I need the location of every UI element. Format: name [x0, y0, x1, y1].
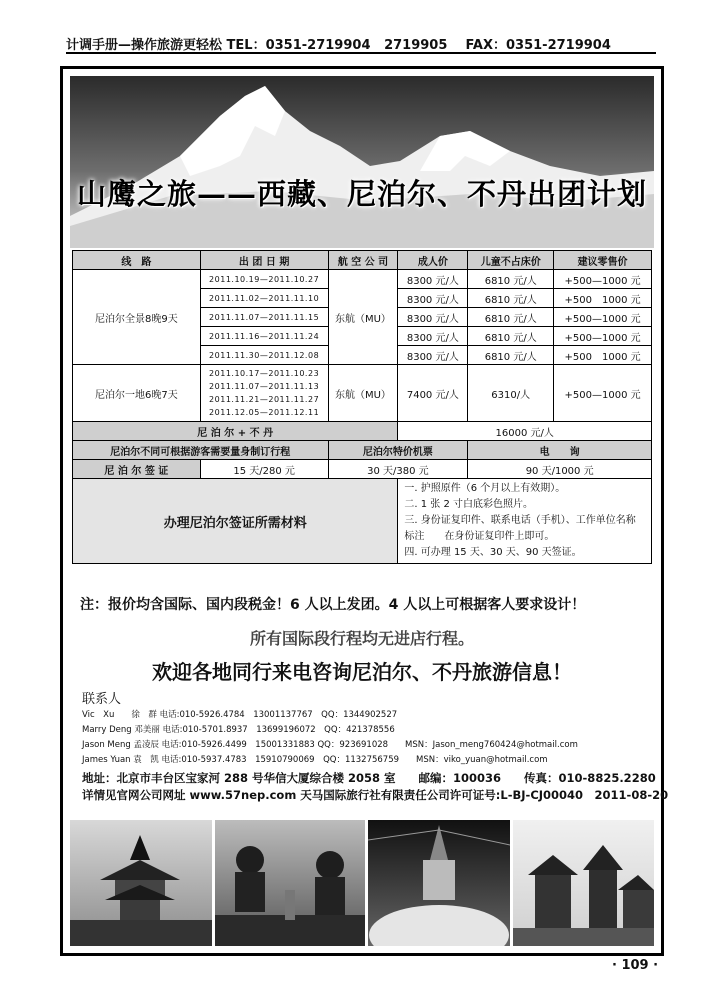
page-number: · 109 · [612, 958, 659, 973]
contact-line: Vic Xu 徐 群 电话:010-5926.4784 13001137767 QQ：1344902527 [82, 710, 398, 720]
table-row [73, 270, 652, 289]
route2-date: 2011.11.07—2011.11.13 [209, 382, 320, 391]
ad-frame [60, 66, 669, 956]
header-line [66, 34, 656, 53]
combo-label: 尼 泊 尔 + 不 丹 [73, 422, 398, 441]
route1-child: 6810 元/人 [468, 270, 554, 289]
materials-item: 四. 可办理 15 天、30 天、90 天签证。 [404, 547, 582, 558]
address-block [82, 770, 668, 804]
route1-adult: 8300 元/人 [398, 346, 468, 365]
route2-date: 2011.10.17—2011.10.23 [209, 369, 320, 378]
route2-airline: 东航（MU） [328, 365, 398, 422]
route1-retail: +500 1000 元 [554, 289, 652, 308]
route2-date: 2011.12.05—2011.12.11 [209, 408, 320, 417]
route1-retail: +500—1000 元 [554, 308, 652, 327]
materials-item: 三. 身份证复印件、联系电话（手机）、工作单位名称标注 在身份证复印件上即可。 [404, 515, 636, 542]
contact-line: Marry Deng 邓美丽 电话:010-5701.8937 13699196072 QQ：421378556 [82, 725, 395, 735]
visa-15: 15 天/280 元 [200, 460, 328, 479]
special-inquiry: 电 询 [468, 441, 652, 460]
address-line: 地址：北京市丰台区宝家河 288 号华信大厦综合楼 2058 室 邮编：100036 传真：010-8825.2280 [82, 771, 656, 785]
visa-90: 90 天/1000 元 [468, 460, 652, 479]
route1-child: 6810 元/人 [468, 346, 554, 365]
table-row [73, 441, 652, 460]
price-table [72, 250, 652, 564]
photo-strip [70, 820, 654, 946]
table-row [73, 422, 652, 441]
route1-adult: 8300 元/人 [398, 270, 468, 289]
tel-number-1: 0351-2719904 [265, 38, 371, 53]
contact-line: James Yuan 袁 凯 电话:010-5937.4783 15910790069 QQ：1132756759 MSN：viko_yuan@hotmail.com [82, 755, 548, 765]
table-row [73, 460, 652, 479]
materials-item: 一. 护照原件（6 个月以上有效期）。 [404, 483, 566, 494]
combo-price: 16000 元/人 [398, 422, 652, 441]
route1-date: 2011.11.07—2011.11.15 [200, 308, 328, 327]
stupa-photo [368, 820, 510, 946]
visa-30: 30 天/380 元 [328, 460, 468, 479]
route1-name: 尼泊尔全景8晚9天 [73, 270, 201, 365]
route1-airline: 东航（MU） [328, 270, 398, 365]
route1-adult: 8300 元/人 [398, 327, 468, 346]
visa-label: 尼 泊 尔 签 证 [73, 460, 201, 479]
route2-date: 2011.11.21—2011.11.27 [209, 395, 320, 404]
route1-retail: +500 1000 元 [554, 346, 652, 365]
route2-adult: 7400 元/人 [398, 365, 468, 422]
materials-list [398, 479, 652, 564]
route2-retail: +500—1000 元 [554, 365, 652, 422]
route1-date: 2011.11.30—2011.12.08 [200, 346, 328, 365]
tel-label: TEL： [226, 38, 266, 53]
header-route: 线 路 [73, 251, 201, 270]
header-slogan: 计调手册—操作旅游更轻松 [66, 38, 223, 53]
table-header-row [73, 251, 652, 270]
header-child: 儿童不占床价 [468, 251, 554, 270]
route2-child: 6310/人 [468, 365, 554, 422]
route1-child: 6810 元/人 [468, 327, 554, 346]
shopping-note: 所有国际段行程均无进店行程。 [249, 629, 474, 648]
contacts-list [82, 708, 578, 768]
route2-name: 尼泊尔一地6晚7天 [73, 365, 201, 422]
contact-line: Jason Meng 孟凌辰 电话:010-5926.4499 15001331883 QQ：923691028 MSN：Jason_meng760424@hotmail.com [82, 740, 578, 750]
header-adult: 成人价 [398, 251, 468, 270]
route1-child: 6810 元/人 [468, 308, 554, 327]
table-row [73, 479, 652, 564]
route2-dates [200, 365, 328, 422]
route1-adult: 8300 元/人 [398, 289, 468, 308]
route1-date: 2011.11.02—2011.11.10 [200, 289, 328, 308]
special-label: 尼泊尔不同可根据游客需要量身制订行程 [73, 441, 329, 460]
durbar-photo [513, 820, 654, 946]
route1-retail: +500—1000 元 [554, 327, 652, 346]
hero-banner [70, 76, 654, 248]
fax-number: 0351-2719904 [506, 38, 611, 53]
header-rule [66, 52, 656, 54]
hero-title: 山鹰之旅——西藏、尼泊尔、不丹出团计划 [76, 177, 647, 211]
header-date: 出 团 日 期 [200, 251, 328, 270]
route1-child: 6810 元/人 [468, 289, 554, 308]
route1-adult: 8300 元/人 [398, 308, 468, 327]
materials-title: 办理尼泊尔签证所需材料 [73, 479, 398, 564]
route1-retail: +500—1000 元 [554, 270, 652, 289]
ad-inner [70, 76, 669, 946]
tel-number-2: 2719905 [384, 38, 448, 53]
table-row [73, 365, 652, 422]
special-ticket: 尼泊尔特价机票 [328, 441, 468, 460]
route1-date: 2011.10.19—2011.10.27 [200, 270, 328, 289]
route1-date: 2011.11.16—2011.11.24 [200, 327, 328, 346]
welcome-text: 欢迎各地同行来电咨询尼泊尔、不丹旅游信息！ [152, 660, 572, 684]
price-note: 注：报价均含国际、国内段税金！6 人以上发团。4 人以上可根据客人要求设计！ [80, 597, 586, 613]
contacts-heading: 联系人 [82, 692, 122, 707]
temple-photo [70, 820, 212, 946]
fax-label: FAX： [465, 38, 506, 53]
header-retail: 建议零售价 [554, 251, 652, 270]
website-line: 详情见官网公司网址 www.57nep.com 天马国际旅行社有限责任公司许可证号:L-BJ-CJ00040 2011-08-20 [82, 788, 669, 802]
statues-photo [215, 820, 365, 946]
header-airline: 航 空 公 司 [328, 251, 398, 270]
mountain-image [70, 76, 654, 248]
materials-item: 二. 1 张 2 寸白底彩色照片。 [404, 499, 534, 510]
